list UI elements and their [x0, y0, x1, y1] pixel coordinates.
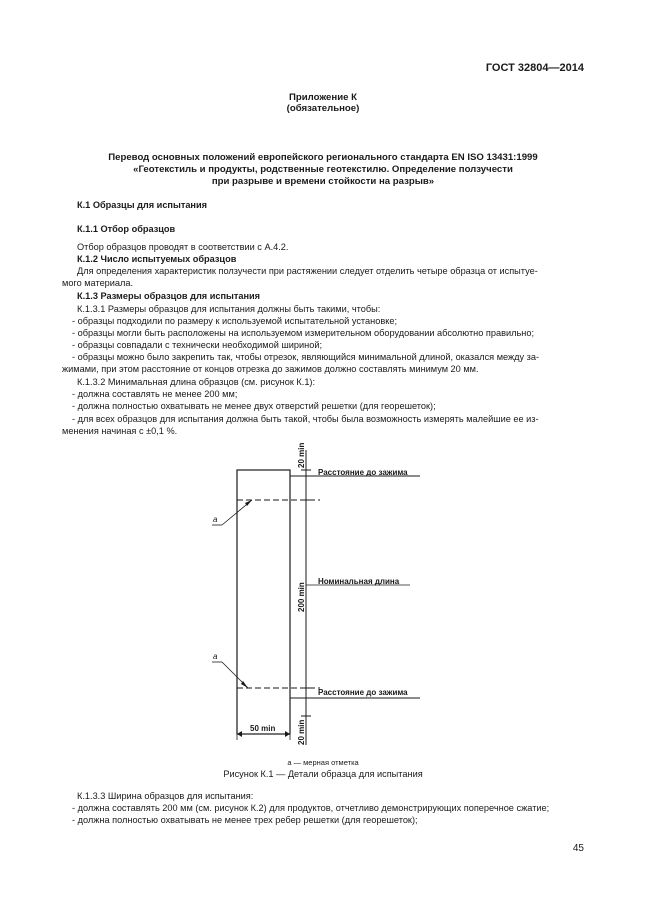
mark-a2: a [213, 652, 218, 661]
doc-title-line-1: Перевод основных положений европейского регионального стандарта EN ISO 13431:1999 [108, 152, 538, 163]
section-k133-text: К.1.3.3 Ширина образцов для испытания: [77, 791, 254, 801]
section-k11-text: Отбор образцов проводят в соответствии с А.4.2. [77, 242, 289, 252]
arrowhead-width-right [285, 731, 290, 737]
section-k12-heading: К.1.2 Число испытуемых образцов [77, 254, 237, 264]
arrowhead-width-left [237, 731, 242, 737]
section-k131-item-c: - образцы совпадали с технически необходимой шириной; [72, 340, 323, 350]
section-k131-item-d-1: - образцы можно было закрепить так, чтобы отрезок, являющийся минимальной длиной, оказался между за- [72, 352, 540, 362]
mark-a1: a [213, 515, 218, 524]
section-k132-item-c-2: менения начиная с ±0,1 %. [62, 426, 178, 436]
dim-bottom: 20 min [297, 719, 306, 745]
specimen-figure [0, 440, 646, 760]
label-clamp-distance-top: Расстояние до зажима [318, 468, 408, 477]
section-k133-item-b: - должна полностью охватывать не менее трех ребер решетки (для георешеток); [72, 815, 418, 825]
section-k131-text: К.1.3.1 Размеры образцов для испытания должны быть такими, чтобы: [77, 304, 381, 314]
section-k131-item-d-2: жимами, при этом расстояние от концов отрезка до зажимов должно составлять минимум 20 мм. [62, 364, 479, 374]
label-clamp-distance-bottom: Расстояние до зажима [318, 688, 408, 697]
label-nominal-length: Номинальная длина [318, 577, 400, 586]
standard-number: ГОСТ 32804—2014 [485, 62, 584, 74]
section-k132-text: К.1.3.2 Минимальная длина образцов (см. рисунок К.1): [77, 377, 316, 387]
figure-legend: a — мерная отметка [287, 758, 359, 767]
specimen-outline [237, 470, 290, 734]
section-k131-item-b: - образцы могли быть расположены на используемом измерительном оборудовании абсолютно правильно; [72, 328, 535, 338]
section-k1-heading: К.1 Образцы для испытания [77, 200, 207, 210]
dim-mid: 200 min [297, 582, 306, 612]
annex-status: (обязательное) [286, 103, 360, 114]
doc-title-line-3: при разрыве и времени стойкости на разрыв» [211, 176, 435, 187]
page-number: 45 [572, 843, 584, 854]
section-k11-heading: К.1.1 Отбор образцов [77, 224, 176, 234]
dim-top: 20 min [297, 442, 306, 468]
section-k133-item-a: - должна составлять 200 мм (см. рисунок К.2) для продуктов, отчетливо демонстрирующих поперечное сжатие; [72, 803, 550, 813]
section-k12-text-2: мого материала. [62, 278, 134, 288]
section-k131-item-a: - образцы подходили по размеру к используемой испытательной установке; [72, 316, 397, 326]
section-k132-item-a: - должна составлять не менее 200 мм; [72, 389, 238, 399]
section-k13-heading: К.1.3 Размеры образцов для испытания [77, 291, 261, 301]
section-k132-item-c-1: - для всех образцов для испытания должна быть такой, чтобы была возможность измерять малейшие ее из- [72, 414, 539, 424]
doc-title-line-2: «Геотекстиль и продукты, родственные геотекстилю. Определение ползучести [133, 164, 513, 175]
figure-caption: Рисунок К.1 — Детали образца для испытания [223, 769, 423, 779]
annex-title: Приложение К [289, 92, 357, 103]
dim-width: 50 min [250, 724, 276, 733]
section-k132-item-b: - должна полностью охватывать не менее двух отверстий решетки (для георешеток); [72, 401, 436, 411]
section-k12-text-1: Для определения характеристик ползучести при растяжении следует отделить четыре образца от испытуе- [77, 266, 538, 276]
